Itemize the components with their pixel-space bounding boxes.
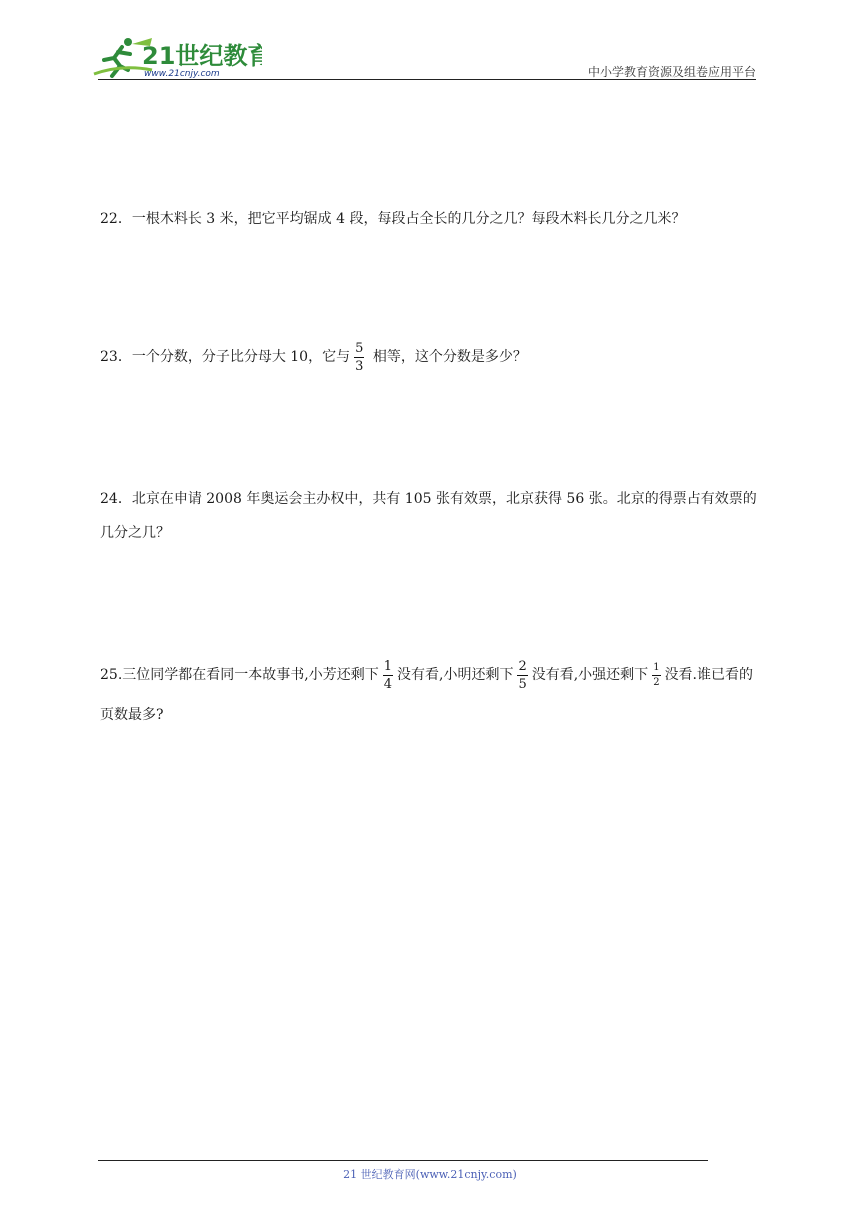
fraction (383, 660, 393, 691)
site-logo (92, 34, 262, 80)
question-23 (100, 340, 764, 374)
question-25 (100, 655, 764, 735)
footer-divider (98, 1160, 708, 1161)
question-number: 24． (100, 491, 132, 507)
question-text: 三位同学都在看同一本故事书,小芳还剩下 (122, 667, 379, 683)
fraction (354, 342, 364, 373)
runner-logo-icon (92, 34, 262, 80)
question-number: 22． (100, 211, 132, 227)
question-text: 一个分数，分子比分母大 10，它与 (131, 349, 351, 365)
fraction-numerator: 2 (518, 658, 527, 674)
platform-name: 中小学教育资源及组卷应用平台 (587, 65, 756, 79)
fraction-denominator: 5 (518, 676, 527, 692)
fraction (517, 660, 527, 691)
question-24 (100, 482, 764, 550)
header-divider (98, 79, 756, 80)
question-text: 相等，这个分数是多少？ (368, 349, 527, 365)
question-text: 没看.谁已看的页数最多? (100, 667, 754, 723)
fraction-denominator: 3 (355, 358, 364, 374)
fraction-numerator: 1 (653, 661, 660, 673)
logo-url: www.21cnjy.com (144, 69, 220, 79)
fraction-numerator: 1 (383, 658, 392, 674)
fraction-denominator: 2 (653, 676, 660, 688)
fraction-numerator: 5 (355, 340, 364, 356)
fraction-denominator: 4 (383, 676, 392, 692)
footer-link[interactable]: 21 世纪教育网(www.21cnjy.com) (343, 1168, 517, 1181)
question-text: 一根木料长 3 米，把它平均锯成 4 段，每段占全长的几分之几？每段木料长几分之几米？ (131, 211, 686, 227)
question-text: 没有看,小强还剩下 (531, 667, 649, 683)
question-number: 25. (100, 667, 123, 683)
question-number: 23． (100, 349, 132, 365)
question-22 (100, 202, 764, 236)
question-text: 没有看,小明还剩下 (397, 667, 514, 683)
fraction (652, 663, 660, 688)
question-text: 北京在申请 2008 年奥运会主办权中，共有 105 张有效票，北京获得 56 张。北京的得票占有效票的几分之几？ (100, 491, 757, 541)
logo-text: 21世纪教育 (142, 42, 262, 70)
